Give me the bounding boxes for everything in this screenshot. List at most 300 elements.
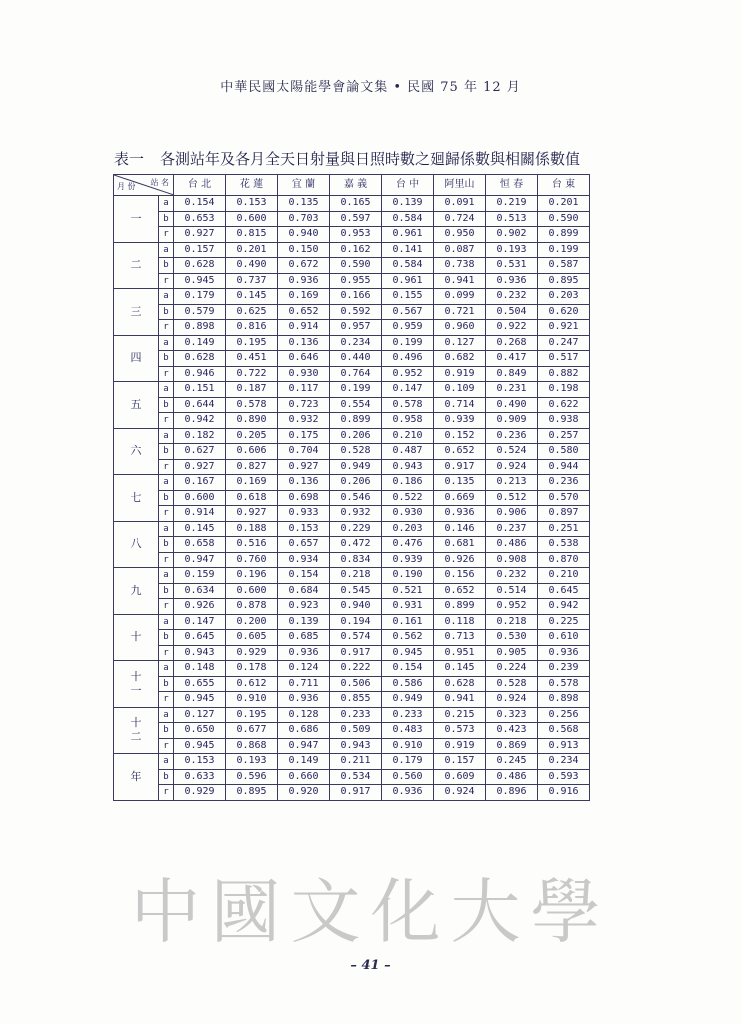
value-cell: 0.586 — [382, 676, 434, 692]
value-cell: 0.139 — [382, 196, 434, 212]
value-cell: 0.580 — [538, 444, 590, 460]
value-cell: 0.506 — [330, 676, 382, 692]
value-cell: 0.942 — [538, 599, 590, 615]
value-cell: 0.723 — [278, 397, 330, 413]
value-cell: 0.960 — [434, 320, 486, 336]
value-cell: 0.910 — [226, 692, 278, 708]
value-cell: 0.187 — [226, 382, 278, 398]
value-cell: 0.201 — [226, 242, 278, 258]
value-cell: 0.945 — [382, 645, 434, 661]
value-cell: 0.914 — [278, 320, 330, 336]
value-cell: 0.711 — [278, 676, 330, 692]
value-cell: 0.574 — [330, 630, 382, 646]
value-cell: 0.590 — [538, 211, 590, 227]
table-row — [114, 645, 590, 661]
value-cell: 0.933 — [278, 506, 330, 522]
value-cell: 0.936 — [486, 273, 538, 289]
value-cell: 0.149 — [278, 754, 330, 770]
table-row — [114, 304, 590, 320]
month-cell: 年 — [114, 754, 159, 801]
table-row — [114, 630, 590, 646]
value-cell: 0.600 — [226, 583, 278, 599]
value-cell: 0.905 — [486, 645, 538, 661]
value-cell: 0.950 — [434, 227, 486, 243]
value-cell: 0.194 — [330, 614, 382, 630]
month-column-header: 月 份 — [117, 182, 136, 191]
value-cell: 0.958 — [382, 413, 434, 429]
value-cell: 0.169 — [226, 475, 278, 491]
value-cell: 0.178 — [226, 661, 278, 677]
value-cell: 0.906 — [486, 506, 538, 522]
university-watermark: 中國文化大學 — [130, 871, 611, 953]
value-cell: 0.175 — [278, 428, 330, 444]
value-cell: 0.213 — [486, 475, 538, 491]
value-cell: 0.760 — [226, 552, 278, 568]
value-cell: 0.922 — [486, 320, 538, 336]
value-cell: 0.578 — [538, 676, 590, 692]
value-cell: 0.658 — [174, 537, 226, 553]
value-cell: 0.650 — [174, 723, 226, 739]
value-cell: 0.878 — [226, 599, 278, 615]
value-cell: 0.945 — [174, 273, 226, 289]
value-cell: 0.620 — [538, 304, 590, 320]
value-cell: 0.504 — [486, 304, 538, 320]
value-cell: 0.914 — [174, 506, 226, 522]
value-cell: 0.147 — [382, 382, 434, 398]
value-cell: 0.921 — [538, 320, 590, 336]
value-cell: 0.584 — [382, 258, 434, 274]
value-cell: 0.146 — [434, 521, 486, 537]
value-cell: 0.947 — [278, 738, 330, 754]
value-cell: 0.169 — [278, 289, 330, 305]
table-row — [114, 413, 590, 429]
value-cell: 0.868 — [226, 738, 278, 754]
value-cell: 0.091 — [434, 196, 486, 212]
param-cell: a — [159, 661, 174, 677]
value-cell: 0.942 — [174, 413, 226, 429]
value-cell: 0.222 — [330, 661, 382, 677]
value-cell: 0.713 — [434, 630, 486, 646]
value-cell: 0.490 — [226, 258, 278, 274]
value-cell: 0.936 — [278, 273, 330, 289]
month-cell: 二 — [114, 242, 159, 289]
table-row — [114, 490, 590, 506]
value-cell: 0.930 — [382, 506, 434, 522]
param-cell: r — [159, 506, 174, 522]
value-cell: 0.546 — [330, 490, 382, 506]
value-cell: 0.941 — [434, 273, 486, 289]
value-cell: 0.628 — [174, 258, 226, 274]
value-cell: 0.155 — [382, 289, 434, 305]
month-cell: 三 — [114, 289, 159, 336]
value-cell: 0.600 — [226, 211, 278, 227]
month-cell: 七 — [114, 475, 159, 522]
value-cell: 0.251 — [538, 521, 590, 537]
value-cell: 0.154 — [174, 196, 226, 212]
value-cell: 0.672 — [278, 258, 330, 274]
table-row — [114, 521, 590, 537]
table-row — [114, 289, 590, 305]
value-cell: 0.936 — [278, 645, 330, 661]
value-cell: 0.627 — [174, 444, 226, 460]
value-cell: 0.087 — [434, 242, 486, 258]
value-cell: 0.162 — [330, 242, 382, 258]
table-row — [114, 320, 590, 336]
value-cell: 0.205 — [226, 428, 278, 444]
value-cell: 0.940 — [330, 599, 382, 615]
regression-table — [113, 174, 590, 801]
value-cell: 0.943 — [174, 645, 226, 661]
value-cell: 0.898 — [174, 320, 226, 336]
value-cell: 0.531 — [486, 258, 538, 274]
param-cell: b — [159, 258, 174, 274]
param-cell: b — [159, 211, 174, 227]
value-cell: 0.596 — [226, 769, 278, 785]
param-cell: b — [159, 723, 174, 739]
value-cell: 0.919 — [434, 366, 486, 382]
month-cell: 一 — [114, 196, 159, 243]
value-cell: 0.597 — [330, 211, 382, 227]
value-cell: 0.521 — [382, 583, 434, 599]
param-cell: r — [159, 273, 174, 289]
value-cell: 0.897 — [538, 506, 590, 522]
value-cell: 0.139 — [278, 614, 330, 630]
value-cell: 0.939 — [382, 552, 434, 568]
table-header-row — [114, 175, 590, 196]
value-cell: 0.686 — [278, 723, 330, 739]
value-cell: 0.145 — [174, 521, 226, 537]
table-row — [114, 258, 590, 274]
table-row — [114, 537, 590, 553]
value-cell: 0.660 — [278, 769, 330, 785]
value-cell: 0.870 — [538, 552, 590, 568]
value-cell: 0.117 — [278, 382, 330, 398]
value-cell: 0.714 — [434, 397, 486, 413]
value-cell: 0.737 — [226, 273, 278, 289]
value-cell: 0.490 — [486, 397, 538, 413]
value-cell: 0.957 — [330, 320, 382, 336]
value-cell: 0.247 — [538, 335, 590, 351]
station-header: 宜 蘭 — [278, 175, 330, 196]
table-row — [114, 614, 590, 630]
value-cell: 0.145 — [434, 661, 486, 677]
value-cell: 0.186 — [382, 475, 434, 491]
value-cell: 0.936 — [278, 692, 330, 708]
station-header: 恒 春 — [486, 175, 538, 196]
table-row — [114, 335, 590, 351]
value-cell: 0.890 — [226, 413, 278, 429]
value-cell: 0.910 — [382, 738, 434, 754]
param-cell: b — [159, 490, 174, 506]
value-cell: 0.486 — [486, 537, 538, 553]
value-cell: 0.827 — [226, 459, 278, 475]
value-cell: 0.423 — [486, 723, 538, 739]
value-cell: 0.917 — [434, 459, 486, 475]
table-row — [114, 754, 590, 770]
param-cell: a — [159, 568, 174, 584]
value-cell: 0.895 — [538, 273, 590, 289]
param-cell: b — [159, 769, 174, 785]
value-cell: 0.211 — [330, 754, 382, 770]
param-cell: r — [159, 366, 174, 382]
month-cell: 五 — [114, 382, 159, 429]
value-cell: 0.682 — [434, 351, 486, 367]
value-cell: 0.927 — [174, 227, 226, 243]
value-cell: 0.926 — [174, 599, 226, 615]
value-cell: 0.578 — [226, 397, 278, 413]
value-cell: 0.417 — [486, 351, 538, 367]
value-cell: 0.165 — [330, 196, 382, 212]
value-cell: 0.646 — [278, 351, 330, 367]
value-cell: 0.946 — [174, 366, 226, 382]
value-cell: 0.206 — [330, 475, 382, 491]
table-row — [114, 242, 590, 258]
value-cell: 0.579 — [174, 304, 226, 320]
value-cell: 0.919 — [434, 738, 486, 754]
value-cell: 0.590 — [330, 258, 382, 274]
value-cell: 0.124 — [278, 661, 330, 677]
value-cell: 0.109 — [434, 382, 486, 398]
table-row — [114, 475, 590, 491]
value-cell: 0.203 — [382, 521, 434, 537]
value-cell: 0.927 — [226, 506, 278, 522]
value-cell: 0.945 — [174, 692, 226, 708]
value-cell: 0.684 — [278, 583, 330, 599]
value-cell: 0.622 — [538, 397, 590, 413]
value-cell: 0.924 — [434, 785, 486, 801]
value-cell: 0.538 — [538, 537, 590, 553]
value-cell: 0.528 — [330, 444, 382, 460]
value-cell: 0.938 — [538, 413, 590, 429]
value-cell: 0.945 — [174, 738, 226, 754]
value-cell: 0.764 — [330, 366, 382, 382]
value-cell: 0.849 — [486, 366, 538, 382]
month-cell: 九 — [114, 568, 159, 615]
value-cell: 0.961 — [382, 227, 434, 243]
table-row — [114, 568, 590, 584]
value-cell: 0.203 — [538, 289, 590, 305]
param-cell: a — [159, 242, 174, 258]
value-cell: 0.698 — [278, 490, 330, 506]
param-cell: a — [159, 382, 174, 398]
value-cell: 0.193 — [226, 754, 278, 770]
value-cell: 0.257 — [538, 428, 590, 444]
param-cell: b — [159, 397, 174, 413]
corner-header — [114, 175, 174, 196]
value-cell: 0.618 — [226, 490, 278, 506]
value-cell: 0.136 — [278, 475, 330, 491]
param-cell: r — [159, 413, 174, 429]
value-cell: 0.545 — [330, 583, 382, 599]
value-cell: 0.486 — [486, 769, 538, 785]
value-cell: 0.233 — [382, 707, 434, 723]
value-cell: 0.917 — [330, 785, 382, 801]
table-row — [114, 397, 590, 413]
param-cell: a — [159, 196, 174, 212]
value-cell: 0.161 — [382, 614, 434, 630]
value-cell: 0.236 — [486, 428, 538, 444]
value-cell: 0.218 — [486, 614, 538, 630]
value-cell: 0.578 — [382, 397, 434, 413]
value-cell: 0.167 — [174, 475, 226, 491]
table-row — [114, 227, 590, 243]
value-cell: 0.669 — [434, 490, 486, 506]
value-cell: 0.939 — [434, 413, 486, 429]
value-cell: 0.908 — [486, 552, 538, 568]
value-cell: 0.652 — [278, 304, 330, 320]
value-cell: 0.159 — [174, 568, 226, 584]
table-caption — [114, 148, 594, 169]
table-row — [114, 707, 590, 723]
value-cell: 0.652 — [434, 444, 486, 460]
value-cell: 0.199 — [382, 335, 434, 351]
value-cell: 0.153 — [174, 754, 226, 770]
value-cell: 0.947 — [174, 552, 226, 568]
value-cell: 0.943 — [330, 738, 382, 754]
value-cell: 0.472 — [330, 537, 382, 553]
value-cell: 0.567 — [382, 304, 434, 320]
value-cell: 0.961 — [382, 273, 434, 289]
value-cell: 0.815 — [226, 227, 278, 243]
table-row — [114, 211, 590, 227]
value-cell: 0.605 — [226, 630, 278, 646]
value-cell: 0.926 — [434, 552, 486, 568]
value-cell: 0.895 — [226, 785, 278, 801]
value-cell: 0.210 — [538, 568, 590, 584]
value-cell: 0.929 — [226, 645, 278, 661]
value-cell: 0.516 — [226, 537, 278, 553]
value-cell: 0.237 — [486, 521, 538, 537]
table-row — [114, 599, 590, 615]
value-cell: 0.483 — [382, 723, 434, 739]
value-cell: 0.929 — [174, 785, 226, 801]
value-cell: 0.738 — [434, 258, 486, 274]
table-row — [114, 366, 590, 382]
value-cell: 0.554 — [330, 397, 382, 413]
value-cell: 0.721 — [434, 304, 486, 320]
value-cell: 0.534 — [330, 769, 382, 785]
value-cell: 0.612 — [226, 676, 278, 692]
value-cell: 0.634 — [174, 583, 226, 599]
value-cell: 0.931 — [382, 599, 434, 615]
value-cell: 0.592 — [330, 304, 382, 320]
param-cell: r — [159, 692, 174, 708]
param-cell: a — [159, 521, 174, 537]
value-cell: 0.610 — [538, 630, 590, 646]
value-cell: 0.229 — [330, 521, 382, 537]
value-cell: 0.496 — [382, 351, 434, 367]
value-cell: 0.936 — [382, 785, 434, 801]
param-cell: r — [159, 645, 174, 661]
value-cell: 0.195 — [226, 707, 278, 723]
value-cell: 0.704 — [278, 444, 330, 460]
value-cell: 0.149 — [174, 335, 226, 351]
value-cell: 0.869 — [486, 738, 538, 754]
param-cell: a — [159, 335, 174, 351]
value-cell: 0.210 — [382, 428, 434, 444]
param-cell: r — [159, 738, 174, 754]
value-cell: 0.476 — [382, 537, 434, 553]
value-cell: 0.153 — [226, 196, 278, 212]
value-cell: 0.952 — [382, 366, 434, 382]
value-cell: 0.644 — [174, 397, 226, 413]
station-header: 阿里山 — [434, 175, 486, 196]
value-cell: 0.570 — [538, 490, 590, 506]
page-number: – 41 – — [350, 958, 391, 973]
value-cell: 0.898 — [538, 692, 590, 708]
value-cell: 0.198 — [538, 382, 590, 398]
table-label: 表一 — [114, 150, 145, 168]
value-cell: 0.932 — [330, 506, 382, 522]
param-cell: b — [159, 630, 174, 646]
param-cell: r — [159, 599, 174, 615]
value-cell: 0.234 — [538, 754, 590, 770]
param-cell: a — [159, 475, 174, 491]
value-cell: 0.245 — [486, 754, 538, 770]
param-cell: r — [159, 785, 174, 801]
value-cell: 0.902 — [486, 227, 538, 243]
value-cell: 0.182 — [174, 428, 226, 444]
value-cell: 0.936 — [538, 645, 590, 661]
value-cell: 0.225 — [538, 614, 590, 630]
param-cell: b — [159, 351, 174, 367]
table-row — [114, 459, 590, 475]
param-cell: r — [159, 459, 174, 475]
value-cell: 0.645 — [174, 630, 226, 646]
value-cell: 0.909 — [486, 413, 538, 429]
value-cell: 0.934 — [278, 552, 330, 568]
value-cell: 0.118 — [434, 614, 486, 630]
value-cell: 0.652 — [434, 583, 486, 599]
value-cell: 0.951 — [434, 645, 486, 661]
value-cell: 0.816 — [226, 320, 278, 336]
value-cell: 0.224 — [486, 661, 538, 677]
table-row — [114, 785, 590, 801]
value-cell: 0.154 — [278, 568, 330, 584]
value-cell: 0.233 — [330, 707, 382, 723]
value-cell: 0.193 — [486, 242, 538, 258]
param-cell: a — [159, 707, 174, 723]
value-cell: 0.560 — [382, 769, 434, 785]
value-cell: 0.151 — [174, 382, 226, 398]
value-cell: 0.685 — [278, 630, 330, 646]
value-cell: 0.882 — [538, 366, 590, 382]
value-cell: 0.568 — [538, 723, 590, 739]
value-cell: 0.152 — [434, 428, 486, 444]
param-cell: a — [159, 754, 174, 770]
value-cell: 0.941 — [434, 692, 486, 708]
value-cell: 0.628 — [434, 676, 486, 692]
station-header: 台 中 — [382, 175, 434, 196]
value-cell: 0.606 — [226, 444, 278, 460]
value-cell: 0.528 — [486, 676, 538, 692]
table-row — [114, 351, 590, 367]
month-cell: 六 — [114, 428, 159, 475]
table-row — [114, 769, 590, 785]
value-cell: 0.268 — [486, 335, 538, 351]
value-cell: 0.924 — [486, 459, 538, 475]
value-cell: 0.147 — [174, 614, 226, 630]
value-cell: 0.896 — [486, 785, 538, 801]
param-cell: a — [159, 428, 174, 444]
value-cell: 0.952 — [486, 599, 538, 615]
value-cell: 0.135 — [434, 475, 486, 491]
station-column-header: 站 名 — [150, 178, 169, 187]
value-cell: 0.201 — [538, 196, 590, 212]
value-cell: 0.936 — [434, 506, 486, 522]
value-cell: 0.924 — [486, 692, 538, 708]
table-row — [114, 583, 590, 599]
